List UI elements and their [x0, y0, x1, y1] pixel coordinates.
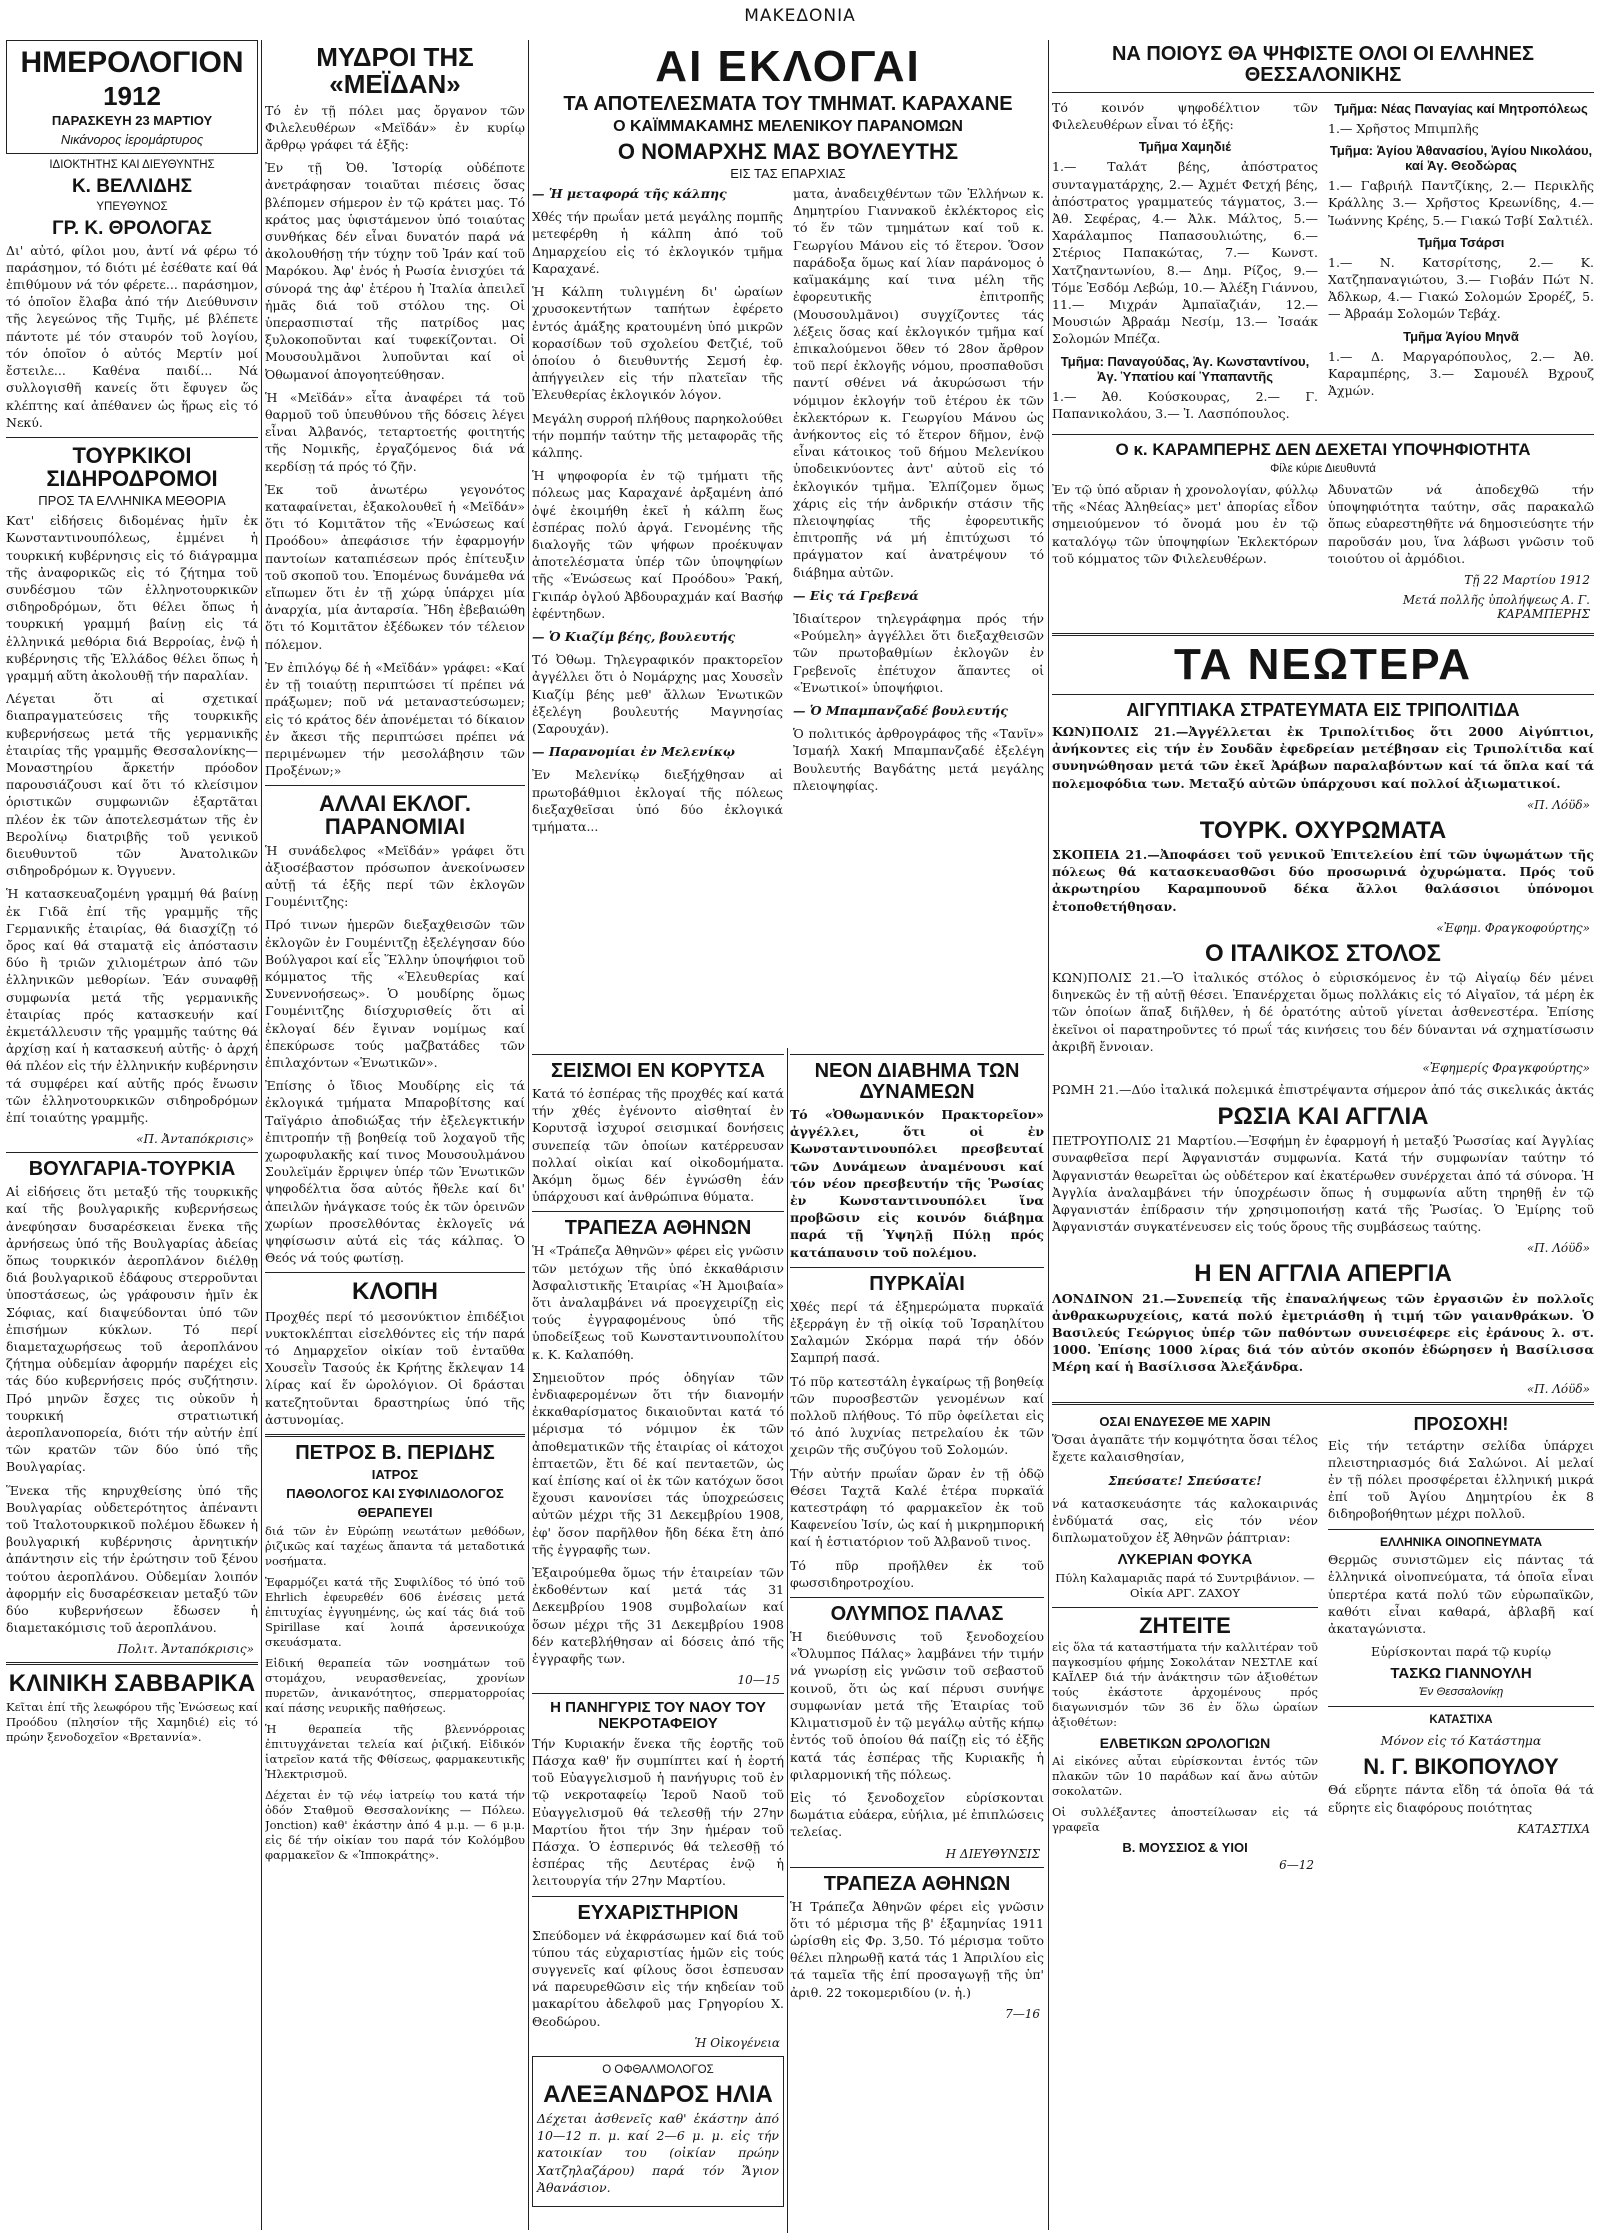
divider [532, 1693, 784, 1694]
diavima-headline: ΝΕΟΝ ΔΙΑΒΗΜΑ ΤΩΝ ΔΥΝΑΜΕΩΝ [814, 1060, 1020, 1103]
ilias-headline: ΑΛΕΞΑΝΔΡΟΣ ΗΛΙΑ [543, 2080, 773, 2108]
ad-paragraph: νά κατασκευάσητε τάς καλοκαιρινάς ἐνδύματά σας, εἰς τόν νέον διπλωματοῦχον ἐξ Ἀθηνῶν ῥάπτριαν: [1052, 1495, 1318, 1546]
article-signature: ΚΑΤΑΣΤΙΧΑ [1517, 1821, 1590, 1836]
charin-name: ΛΥΚΕΡΙΑΝ ΦΟΥΚΑ [1117, 1551, 1253, 1569]
article-signature: «Π. Λόϋδ» [1526, 1241, 1590, 1256]
trapeza2-headline: ΤΡΑΠΕΖΑ ΑΘΗΝΩΝ [823, 1872, 1011, 1895]
article-paragraph: Ἡ Τράπεζα Ἀθηνῶν φέρει εἰς γνῶσιν ὅτι τό μέρισμα τῆς β' ἑξαμηνίας 1911 ὡρίσθη εἰς Φρ. 3,50. Τό μέρισμα τοῦτο θέλει πληρωθῇ κατά τάς 1 Ἀπριλίου εἰς τά ταμεῖα τῆς ἐπί προσαγωγῇ τῆς ὑπ' ἀριθ. 22 τοκομεριδίου (ν. ἡ.) [790, 1898, 1044, 2000]
ad-paragraph: Εὑρίσκονται παρά τῷ κυρίῳ [1370, 1644, 1552, 1660]
pyrkagiai-headline: ΠΥΡΚΑΪΑΙ [869, 1272, 965, 1295]
column-3b [790, 1048, 1044, 2233]
article-paragraph: Πρό τινων ἡμερῶν διεξαχθεισῶν τῶν ἐκλογῶν ἐν Γουμένιτζῃ ἐξελέγησαν δύο Βούλγαροι καί εἷς Ἕλλην ὑποψήφιοι τοῦ κόμματος τῆς «Ἐλευθερίας καί Συνεννοήσεως». Ὁ μουδίρης ὅμως Γουμένιτζης διίσχυρισθείς ὅτι αἱ ἐκλογαί δέν ἔγιναν νομίμως καί ἐπεκύρωσε τούς μαζβατάδες τῶν ἐπιλαχόντων «Ἑνωτικῶν». [265, 917, 525, 1070]
zitite-big: ΕΛΒΕΤΙΚΩΝ ΩΡΟΛΟΓΙΩΝ [1099, 1735, 1271, 1752]
article-paragraph: Ἡ διεύθυνσις τοῦ ξενοδοχείου «Ὄλυμπος Πάλας» λαμβάνει τήν τιμήν νά γνωρίσῃ εἰς γνῶσιν τοῦ σεβαστοῦ κοινοῦ, ὅτι ὡς καί πέρυσι συνήψε συμφωνίαν μετά τῆς Ἑταιρίας τοῦ Κλιματισμοῦ ἐν τῷ μεγάλῳ αὐτῆς κήπῳ ἐντός τοῦ ὁποίου θά παίζῃ εἰς τό ἐξῆς κατά τάς ἑσπέρας τῆς Κυριακῆς ἡ φιλαρμονική τῆς πόλεως. [790, 1629, 1044, 1782]
article-paragraph: ΛΟΝΔΙΝΟΝ 21.—Συνεπείᾳ τῆς ἐπαναλήψεως τῶν ἐργασιῶν ἐν πολλοῖς ἀνθρακωρυχείοις, κατά πολύ ἐμετριάσθη ἡ τιμή τῶν γαιανθράκων. Ὁ Βασιλεύς Γεώργιος ὑπέρ τῶν παθόντων συνεισέφερε εἰς ἐράνους λ. στ. 1000. Ἐπίσης 1000 λίρας διά τόν αὐτόν σκοπόν ἐδώρησεν ἡ Βασίλισσα Μέρη καί ἡ Βασίλισσα Ἀλεξάνδρα. [1052, 1290, 1594, 1375]
ad-paragraph: εἰς ὅλα τά καταστήματα τήν καλλιτέραν τοῦ παγκοσμίου φήμης Σοκολάταν ΝΕΣΤΛΕ καί ΚΑΪΛΕΡ διά τήν ἀνάκτησιν τῶν ἀξιοθέτων τούς ἐκάστοτε ἀρχομένους πρός διαγωνισμόν τῶν 36 ἐν ὅλω ὡραίων ἀξιοθέτων: [1052, 1640, 1318, 1730]
divider [265, 1434, 525, 1437]
article-paragraph: ματα, ἀναδειχθέντων τῶν Ἑλλήνων κ. Δημητρίου Γιαννακοῦ ἐκλέκτορος εἰς τό ἕν τῶν τμημάτων καί τοῦ κ. Γεωργίου Μάνου εἰς τό ἕτερον. Ὅσον παράδοξα ὅμως καί λίαν παράνομος ὁ καϊμακάμης καί τινα μέλη τῆς ἐφορευτικῆς ἐπιτροπῆς (Μουσουλμᾶνοι) συγχίζοντες τάς λέξεις ὅσας καί ἐκλογικόν τμῆμα καί ἐπικαλούμενοι ὅθεν τό 28ον ἄρθρον τοῦ περί ἐκλογῆς νόμου, προσπαθοῦσι παντί σθένει νά ἀκυρώσωσι τήν νόμιμον ἐκλογήν τοῦ ἑτέρου ἐκ τῶν ἐκλεκτόρων κ. Γεωργίου Μάνου ὡς ἀνήκοντος εἰς τό ἕτερον δῆμον, ἐνῷ εἶναι κάτοικος τοῦ δήμου Μελενίκου ὑποδεικνύοντες ἀντ' αὐτοῦ εἰς τό ἐκλογικόν τμῆμα. Ἐλπίζομεν ὅμως χάρις εἰς τήν ἀνδρικήν στάσιν τῆς πλειοψηφίας τῆς ἐφορευτικῆς ἐπιτροπῆς νά μή ἐπιτύχωσι τό πράγματον καί ἀνατρέψουν τό διάβημα αὐτῶν. [793, 186, 1044, 580]
vote-section-title: Τμῆμα: Νέας Παναγίας καί Μητροπόλεως [1334, 101, 1588, 116]
vote-section-text: 1.— Ἀθ. Κούσκουρας, 2.— Γ. Παπανικολάου, 3.— Ἰ. Λασπόπουλος. [1052, 388, 1318, 421]
article-signature: Πολιτ. Ἀνταπόκρισις» [117, 1642, 254, 1657]
article-paragraph: Ἡ «Μεϊδάν» εἶτα ἀναφέρει τά τοῦ θαρμοῦ τοῦ ὑπευθύνου τῆς δόσεις λέγει εἶναι Ἀλβανός, τεταρτοετής φοιτητής τῆς Νομικῆς, ἐργαζόμενος διά νά κερδίσῃ τά πρός τό ζῆν. [265, 389, 525, 474]
vote-section-title: Τμῆμα Ἁγίου Μηνᾶ [1403, 328, 1519, 344]
article-paragraph: Σπεύδομεν νά ἐκφράσωμεν καί διά τοῦ τύπου τάς εὐχαριστίας ἡμῶν εἰς τούς συγγενεῖς καί φίλους ὅσοι ἐσπευσαν νά παρευρεθῶσιν εἰς τήν κηδείαν τοῦ μακαρίτου ἀδελφοῦ μας Γρηγορίου Χ. Θεοδώρου. [532, 1927, 784, 2029]
peridis-headline: ΠΕΤΡΟΣ Β. ΠΕΡΙΔΗΣ [295, 1441, 495, 1464]
column-4 [1052, 40, 1594, 1100]
ad-paragraph: Δέχεται ἐν τῷ νέῳ ἰατρείῳ του κατά τήν ὁδόν Σταθμοῦ Θεσσαλονίκης — Πόλεω. Jonction) καθ' ἑκάστην ἀπό 4 μ.μ. — 6 μ.μ. εἰς δέ τήν οἰκίαν του παρά τόν Κολόμβου φαρμακεῖον & «Ἱπποκράτης». [265, 1787, 525, 1862]
vote-section-text: 1.— Ταλάτ βέης, ἀπόστρατος συνταγματάρχης, 2.— Ἀχμέτ Φετχή βέης, ἀπόστρατος γραμματεύς τάγματος, 3.— Ἀθ. Σεφέρας, 4.— Ἀλκ. Μάλτος, 5.— Χαράλαμπος Παπασουλιώτης, 6.— Στέριος Παπακώτας, 7.— Κωνστ. Χατζηαντωνίου, 8.— Δημ. Ρίζος, 9.— Τόμε Ἐσδόμ Λεβώμ, 10.— Ἀλέξη Γιάννου, 11.— Μιχράν Ἀμπαϊαζιάν, 12.— Μουσιών Ἀβραάμ Νεσίμ, 13.— Ἰσαάκ Σολομών Μπέζα. [1052, 159, 1318, 347]
vote-section-text: 1.— Ν. Κατσρίτσης, 2.— Κ. Χατζηπαναγιώτου, 3.— Γιοβάν Πώτ Ν. Ἀδλκωρ, 4.— Γιακώ Σολομών Σρορέζ, 5.— Ἀβραάμ Σολομών Τεβάχ. [1328, 254, 1594, 322]
elections-headline: ΑΙ ΕΚΛΟΓΑΙ [655, 42, 921, 91]
divider [532, 1054, 784, 1055]
klopi-headline: ΚΛΟΠΗ [351, 1278, 439, 1306]
egypt-headline: ΑΙΓΥΠΤΙΑΚΑ ΣΤΡΑΤΕΥΜΑΤΑ ΕΙΣ ΤΡΙΠΟΛΙΤΙΔΑ [1126, 700, 1520, 721]
oinopneumata-city: Ἐν Θεσσαλονίκῃ [1418, 1686, 1504, 1699]
charin-headline: ΟΣΑΙ ΕΝΔΥΕΣΘΕ ΜΕ ΧΑΡΙΝ [1099, 1413, 1271, 1429]
section-title: — Ἡ μεταφορά τῆς κάλπης [532, 186, 727, 202]
article-signature: 6—12 [1279, 1857, 1314, 1872]
article-paragraph: Τήν αὐτήν πρωΐαν ὥραν ἐν τῇ ὁδῷ Θέσει Ταχτᾶ Καλέ ἑτέρα πυρκαϊά κατεστράφη τό φαρμακεῖον ἐκ τοῦ Καφενείου Ἰσίν, ὡς καί ἡ μικρημπορική καί ἡ ἑστιατόριον τοῦ Ἀλβανοῦ τινος. [790, 1465, 1044, 1550]
article-paragraph: Χθές περί τά ἐξημερώματα πυρκαϊά ἐξερράγη ἐν τῇ οἰκίᾳ τοῦ Ἰσραηλίτου Σαλαμών Σκόρμα παρά τήν ὁδόν Σαμπρή πασά. [790, 1298, 1044, 1366]
divider [265, 1272, 525, 1273]
article-paragraph: Σημειοῦτον πρός ὁδηγίαν τῶν ἐνδιαφερομένων ὅτι τήν διανομήν ἐκκαθαρίσματος δικαιοῦνται κατά τό μέρισμα τό νόμιμον ἐκ τῶν ἀποθεματικῶν τῆς ἑταιρίας οἱ κάτοχοι ἑπταετῶν, ἔτι δέ καί πενταετῶν, ὡς καί ἐπίσης καί οἱ ἐκ τῶν κατόχων ὅσοι ἔχουσι κανονίσει τάς ὑποχρεώσεις αὐτῶν μέχρι τῆς 31 Δεκεμβρίου 1908, ἐφ' ὅσον παρῆλθον ἤδη δέκα ἔτη ἀπό τῆς ἐγγραφῆς των. [532, 1369, 784, 1557]
ad-paragraph: Πύλη Καλαμαριᾶς παρά τό Συντριβάνιον. — Οἰκία ΑΡΓ. ΖΑΧΟΥ [1055, 1571, 1315, 1601]
ads-left [1052, 1411, 1318, 1878]
vote-intro: Τό κοινόν ψηφοδέλτιον τῶν Φιλελευθέρων εἶναι τό ἑξῆς: [1052, 100, 1318, 133]
panigyris-headline: Η ΠΑΝΗΓΥΡΙΣ ΤΟΥ ΝΑΟΥ ΤΟΥ ΝΕΚΡΟΤΑΦΕΙΟΥ [550, 1699, 766, 1733]
ad-paragraph: Θερμῶς συνιστῶμεν εἰς πάντας τά ἑλληνικά οἰνοπνεύματα, τά ὁποῖα εἶναι ὑπερτέρα κατά πολύ τῶν εὐρωπαϊκῶν, καθότι εἶναι καθαρά, ἀβλαβῆ καί ἀκαταγώνιστα. [1328, 1552, 1594, 1636]
article-paragraph: Τό πῦρ κατεστάλη ἐγκαίρως τῇ βοηθείᾳ τῶν πυροσβεστῶν γενομένων καί πολλοῦ πλήθους. Τό πῦρ ὀφείλεται εἰς τό ἀπό λυχνίας πετρελαίου ἐκ τῶν χειρῶν τῆς συζύγου τοῦ Σολομών. [790, 1373, 1044, 1458]
vote-headline: ΝΑ ΠΟΙΟΥΣ ΘΑ ΨΗΦΙΣΤΕ ΟΛΟΙ ΟΙ ΕΛΛΗΝΕΣ ΘΕΣΣΑΛΟΝΙΚΗΣ [1111, 43, 1535, 86]
ad-paragraph: Σπεύσατε! Σπεύσατε! [1108, 1472, 1262, 1488]
article-paragraph: Ὁ πολιτικός ἀρθρογράφος τῆς «Τανῖν» Ἰσμαήλ Χακή Μπαμπανζαδέ ἐξελέγη Βουλευτής Βαγδάτης μετά μεγάλης πλειοψηφίας. [793, 726, 1044, 793]
divider [6, 1662, 258, 1665]
elections-subhead: ΕΙΣ ΤΑΣ ΕΠΑΡΧΙΑΣ [730, 166, 846, 182]
karamberis-left [1052, 481, 1318, 627]
olympos-headline: ΟΛΥΜΠΟΣ ΠΑΛΑΣ [830, 1603, 1004, 1626]
editor-label: ΥΠΕΥΘΥΝΟΣ [96, 200, 168, 213]
karamberis-headline: Ο κ. ΚΑΡΑΜΠΕΡΗΣ ΔΕΝ ΔΕΧΕΤΑΙ ΥΠΟΨΗΦΙΟΤΗΤΑ [1115, 440, 1531, 460]
owner-name: Κ. ΒΕΛΛΙΔΗΣ [71, 175, 193, 197]
katastixa-label: ΚΑΤΑΣΤΙΧΑ [1429, 1714, 1493, 1727]
calendar-box [6, 40, 258, 154]
column-rule [261, 40, 262, 2230]
elections-subhead: ΤΑ ΑΠΟΤΕΛΕΣΜΑΤΑ ΤΟΥ ΤΜΗΜΑΤ. ΚΑΡΑΧΑΝΕ [563, 93, 1013, 116]
article-paragraph: Ἐξαιρούμεθα ὅμως τήν ἑταιρείαν τῶν ἐκδοθέντων καί μετά τάς 31 Δεκεμβρίου 1908 συμβολαίων καί ὅσων μέχρι τῆς 31 Δεκεμβρίου 1908 δέν κατεβλήθησαν αἱ δόσεις ἀπό τῆς ἐγγραφῆς των. [532, 1565, 784, 1667]
ad-paragraph: Εἰς τήν τετάρτην σελίδα ὑπάρχει πλειστηριασμός διά Σαλώνοι. Αἱ μελαί ἐν τῇ πόλει προσφέρεται ἑλληνική μικρά ἐπί τοῦ Ἀγίου Δημητρίου ἐκ 8 διδηροβοήθητων μέχρι πολλοῦ. [1328, 1437, 1594, 1522]
owner-label: ΙΔΙΟΚΤΗΤΗΣ ΚΑΙ ΔΙΕΥΘΥΝΤΗΣ [49, 158, 215, 171]
article-paragraph: Ἡ ψηφοφορία ἐν τῷ τμήματι τῆς πόλεως μας Καραχανέ ἀρξαμένη ἀπό ὀψέ ἐκοιμήθη ἐκεῖ ἡ κάλπη ἕως ἐσπέρας πολύ ἀργά. Γενομένης τῆς διαλογῆς τῶν ψήφων προέκυψαν ἀποτελέσματα ὑπέρ τῶν ὑποψηφίων τῆς «Ἑνώσεως καί Προόδου» Ῥακή, Γκιπάρ ὀγλού Ἀβδουραχμάν καί Βασήφ ἐφέντηδων. [532, 468, 783, 621]
ad-paragraph: Δέχεται ἀσθενεῖς καθ' ἑκάστην ἀπό 10—12 π. μ. καί 2—6 μ. μ. εἰς τήν κατοικίαν του (οἰκίαν πρώην Χατζηλαζάρου) παρά τόν Ἅγιον Ἀθανάσιον. [537, 2111, 779, 2195]
ads-right [1328, 1411, 1594, 1878]
peridis-sub: ΙΑΤΡΟΣ [371, 1466, 419, 1482]
article-paragraph: ΣΚΟΠΕΙΑ 21.—Ἀποφάσει τοῦ γενικοῦ Ἐπιτελείου ἐπί τῶν ὑψωμάτων τῆς πόλεως θά κατασκευασθῶσι δύο προσωρινά ὀχυρώματα. Πρός τοῦ ἀκρωτηρίου Καραμπουνοῦ δέκα ἄλλοι θαλάσσιοι ὑπόνομοι ἐτοποθετήθησαν. [1052, 846, 1594, 914]
column-2 [265, 40, 525, 2235]
article-date: Τῇ 22 Μαρτίου 1912 [1464, 572, 1590, 587]
divider [1052, 633, 1594, 636]
divider [532, 1211, 784, 1212]
vote-right [1328, 99, 1594, 428]
article-paragraph: Ἡ κατασκευαζομένη γραμμή θά βαίνῃ ἐκ Γιδᾶ ἐπί τῆς γραμμῆς τῆς Γερμανικῆς ἑταιρίας, θά διασχίζῃ τό ὄρος καί θά σταματᾷ εἰς ἀπόστασιν δύο ἢ τριῶν χιλιομέτρων ἀπό τῶν ἑλληνικῶν μεθορίων. Ἐάν συναφθῇ συμφωνία μετά τῆς γερμανικῆς ἑταιρίας πρός κατασκευήν καί ἐκμετάλλευσιν τῆς γραμμῆς ταύτης θά ἀρχίσῃ καί ἡ κατασκευή αὐτῆς· ὁ ἀρχή θά πλέον εἰς τήν ἑλληνικήν κυβέρνησιν τά συμφέρει καί αὐτῆς πρός ἔνωσιν τῶν ἑλληνοτουρκικῶν σιδηροδρόμων ἐπί τοιαύτης γραμμῆς. [6, 886, 258, 1125]
allai-headline: ΑΛΛΑΙ ΕΚΛΟΓ. ΠΑΡΑΝΟΜΙΑΙ [318, 791, 472, 840]
article-paragraph: ΚΩΝ)ΠΟΛΙΣ 21.—Ἀγγέλλεται ἐκ Τριπολίτιδος ὅτι 2000 Αἰγύπτιοι, ἀνήκοντες εἰς τήν ἐν Σουδᾶν ἐφεδρείαν μετέβησαν εἰς Τριπολίτιδα καί συνηνώθησαν μετά τῶν ἐκεῖ Ἀράβων παραλαβόντων καί τά ὅπλα καί τά πολεμοφόδια των. Μεταξύ αὐτῶν ὑπάρχουσι καί πολλοί ἀξιωματικοί. [1052, 723, 1594, 791]
vote-left [1052, 99, 1318, 428]
elections-columns [532, 185, 1044, 841]
ad-paragraph: διά τῶν ἐν Εὐρώπῃ νεωτάτων μεθόδων, ῥιζικῶς καί ταχέως ἅπαντα τά μεταδοτικά νοσήματα. [265, 1523, 525, 1568]
divider [1052, 434, 1594, 435]
article-paragraph: Τό πῦρ προῆλθεν ἐκ τοῦ φωσσιδηροτροχίου. [790, 1557, 1044, 1590]
vote-section-title: Τμῆμα: Ἁγίου Ἀθανασίου, Ἁγίου Νικολάου, καί Ἁγ. Θεοδώρας [1329, 143, 1593, 174]
vote-columns [1052, 99, 1594, 428]
turkish-rail-headline: ΤΟΥΡΚΙΚΟΙ ΣΙΔΗΡΟΔΡΟΜΟΙ [46, 442, 218, 491]
newest-headline: ΤΑ ΝΕΩΤΕΡΑ [1173, 639, 1473, 689]
ad-paragraph: Ὅσαι ἀγαπᾶτε τήν κομψότητα ὅσαι τέλος ἔχετε καλαισθησίαν, [1052, 1432, 1318, 1465]
article-paragraph: Ἐκ τοῦ ἀνωτέρω γεγονότος καταφαίνεται, ἐξακολουθεῖ ἡ «Μεϊδάν» ὅτι τό Κομιτᾶτον τῆς «Ἑνώσεως καί Προόδου» ἀπεφάσισε τήν ἐφαρμογήν παντοίων καταπιέσεων πρός ἐπίτευξιν τοῦ σκοποῦ του. Ἐπομένως δυνάμεθα νά εἴπωμεν ὅτι ἐν τῇ χώρᾳ ὑπάρχει μία ἀναρχία, μία ἀνταρσία. Ἤδη ἐβεβαιώθη ὅτι τό Κομιτᾶτον ἐξέδωκεν τόν τέλειον πόλεμον. [265, 481, 525, 652]
divider [1052, 1402, 1594, 1405]
divider [532, 1896, 784, 1897]
article-paragraph: ΡΩΜΗ 21.—Δύο ἰταλικά πολεμικά ἐπιστρέψαντα σήμερον ἀπό τάς σικελικάς ἀκτάς [1052, 1082, 1594, 1097]
vote-section-title: Τμῆμα: Παναγούδας, Ἁγ. Κωνσταντίνου, Ἁγ. Ὑπατίου καί Ὑπαπαντῆς [1060, 353, 1310, 384]
article-signature: Ἡ Οἰκογένεια [694, 2035, 780, 2050]
russia-headline: ΡΩΣΙΑ ΚΑΙ ΑΓΓΛΙΑ [1217, 1103, 1429, 1130]
ad-paragraph: Ἐφαρμόζει κατά τῆς Συφιλίδος τό ὑπό τοῦ Ehrlich ἐφευρεθέν 606 ἐνέσεις μετά ἐπιτυχίας ἐγγυημένης, ὡς καί τάς διά τοῦ Spirillase καί λοιπά ἀρσενικούχα σκευάσματα. [265, 1574, 525, 1649]
article-paragraph: Τό ἐν τῇ πόλει μας ὄργανον τῶν Φιλελευθέρων «Μεϊδάν» ἐν κυρίῳ ἄρθρῳ γράφει τά ἑξῆς: [265, 102, 525, 152]
ad-paragraph: Εἰδική θεραπεία τῶν νοσημάτων τοῦ στομάχου, νευρασθενείας, χρονίων πυρετῶν, ἀνικανότητος, σπερματορροίας καί πάσης νευρικῆς παθήσεως. [265, 1655, 525, 1715]
oinopneumata-name: ΤΑΣΚΩ ΓΙΑΝΝΟΥΛΗ [1390, 1665, 1532, 1683]
ilias-ad [532, 2056, 784, 2207]
clinic-headline: ΚΛΙΝΙΚΗ ΣΑΒΒΑΡΙΚΑ [8, 1670, 256, 1698]
article-paragraph: Ἡ συνάδελφος «Μεϊδάν» γράφει ὅτι ἀξιοσέβαστον πρόσωπον ἀνεκοίνωσεν αὐτῇ τά ἑξῆς περί τῶν ἐκλογῶν Γουμένιτζης: [265, 842, 525, 910]
mydroi-headline: ΜΥΔΡΟΙ ΤΗΣ «ΜΕΪΔΑΝ» [316, 42, 474, 100]
section-title: — Εἰς τά Γρεβενά [793, 587, 919, 603]
article-paragraph: ΚΩΝ)ΠΟΛΙΣ 21.—Ὁ ἰταλικός στόλος ὁ εὑρισκόμενος ἐν τῷ Αἰγαίῳ δέν μένει διηνεκῶς ἐν τῇ αὐτῇ θέσει. Ἐπανέρχεται ὅμως πολλάκις εἰς τό Αἰγαῖον, τά μέρη ἐκ τῶν ὁποίων ἅπαξ διῆλθεν, ἡ δέ ὁρατότης αὐτοῦ γίνεται ἀσθενεστέρα. Ἐπίσης ἐκεῖνοι οἱ παρατηροῦντες τό πρωΐ τάς κινήσεις του δέν δύνανται νά σχηματίσωσιν ἀκριβῆ ἔννοιαν. [1052, 969, 1594, 1054]
article-paragraph: Ἐν ἐπιλόγῳ δέ ἡ «Μεϊδάν» γράφει: «Καί ἐν τῇ τοιαύτῃ περιπτώσει τί πρέπει νά πράξωμεν; ποῦ νά μεταναστεύσωμεν; εἰς τό κράτος δέν ἀπονέμεται τό δίκαιον ἐν ἄκεσι τῆς περιπτώσει πρέπει νά περιμένωμεν τήν μεσολάβησιν τῶν Προξένων;» [265, 659, 525, 779]
divider [1328, 1529, 1594, 1530]
peridis-sub: ΘΕΡΑΠΕΥΕΙ [357, 1504, 433, 1520]
divider [265, 785, 525, 786]
ad-paragraph: Θά εὕρητε πάντα εἴδη τά ὁποῖα θά τά εὕρητε εἰς διαφόρους ποιότητας [1328, 1782, 1594, 1815]
divider [790, 1054, 1044, 1055]
ad-paragraph: Ἡ θεραπεία τῆς βλεννόρροιας ἐπιτυγχάνεται τελεία καί ῥιζική. Εἰδικόν ἰατρεῖον κατά τῆς Φθίσεως, φαρμακευτικῆς Ἠλεκτρισμοῦ. [265, 1721, 525, 1781]
zitite-company: Β. ΜΟΥΣΣΙΟΣ & ΥΙΟΙ [1122, 1840, 1248, 1855]
article-paragraph: Λέγεται ὅτι αἱ σχετικαί διαπραγματεύσεις τῆς τουρκικῆς κυβερνήσεως μετά τῆς γερμανικῆς ἑταιρίας τῆς γραμμῆς Θεσσαλονίκης—Μοναστηρίου ἄρκετήν πρόοδον παρουσιάζουσι καί ὅτι τό κλείσιμον ὁριστικῶν συμφωνιῶν ἐξαρτᾶται πλέον ἐκ τῶν ἀποτελεσμάτων τῆς ἐν Βερολίνῳ διατριβῆς τοῦ γενικοῦ διευθυντοῦ τῶν Ἀνατολικῶν σιδηροδρόμων κ. Ὀγγυενν. [6, 691, 258, 879]
divider [6, 1152, 258, 1153]
article-paragraph: Τό Ὀθωμ. Τηλεγραφικόν πρακτορεῖον ἀγγέλλει ὅτι ὁ Νομάρχης μας Χουσεῒν Κιαζίμ βέης μεθ' ἄλλων Ἑνωτικῶν ἐξελέγη βουλευτής Μαγνησίας (Σαρουχάν). [532, 652, 783, 736]
vote-section-title: Τμῆμα Χαμηδιέ [1138, 139, 1232, 155]
calendar-saint: Νικάνορος ἱερομάρτυρος [60, 131, 204, 147]
fleet-headline: Ο ΙΤΑΛΙΚΟΣ ΣΤΟΛΟΣ [1205, 939, 1441, 967]
column-3a [532, 1048, 784, 2233]
editor-name: ΓΡ. Κ. ΘΡΟΛΟΓΑΣ [52, 217, 212, 239]
forts-headline: ΤΟΥΡΚ. ΟΧΥΡΩΜΑΤΑ [1199, 816, 1447, 844]
article-signature: Η ΔΙΕΥΘΥΝΣΙΣ [945, 1846, 1040, 1861]
masthead: ΜΑΚΕΔΟΝΙΑ [744, 6, 856, 26]
article-paragraph: Ἰδιαίτερον τηλεγράφημα πρός τήν «Ρούμελη» ἀγγέλλει ὅτι διεξαχθεισῶν τῶν πρωτοβαθμίων ἐκλογῶν ἐν Γρεβενοῖς ἐπέτυχον ἅπαντες οἱ «Ἑνωτικοί» ὑποψήφιοι. [793, 610, 1044, 695]
article-signature: Μετά πολλῆς ὑπολήψεως Α. Γ. ΚΑΡΑΜΠΕΡΗΣ [1402, 592, 1590, 621]
section-title: — Ὁ Μπαμπανζαδέ βουλευτής [793, 702, 1008, 718]
trapeza-headline: ΤΡΑΠΕΖΑ ΑΘΗΝΩΝ [564, 1217, 752, 1240]
divider [1052, 1607, 1318, 1608]
ad-paragraph: Αἱ εἰκόνες αὗται εὑρίσκονται ἐντός τῶν πλακῶν τῶν 10 παράδων καί ἄνω αὐτῶν σοκολατῶν. [1052, 1754, 1318, 1798]
elections-subhead: Ο ΝΟΜΑΡΧΗΣ ΜΑΣ ΒΟΥΛΕΥΤΗΣ [617, 138, 959, 164]
strike-headline: Η ΕΝ ΑΓΓΛΙΑ ΑΠΕΡΓΙΑ [1194, 1260, 1452, 1288]
ad-paragraph: Μόνον εἰς τό Κατάστημα [1380, 1733, 1542, 1749]
vote-section-text: 1.— Δ. Μαργαρόπουλος, 2.— Ἀθ. Καραμπέρης, 3.— Σαμουέλ Βχρουζ Ἀχμών. [1328, 348, 1594, 399]
article-paragraph: Τήν Κυριακήν ἕνεκα τῆς ἑορτῆς τοῦ Πάσχα καθ' ἥν συμπίπτει καί ἡ ἑορτή τοῦ Εὐαγγελισμοῦ ἡ πανήγυρις τοῦ ἐν τῷ νεκροταφείῳ Ἱεροῦ Ναοῦ τοῦ Εὐαγγελισμοῦ θά τελεσθῇ τήν 27ην Μαρτίου ἤτοι τήν 3ην ἡμέραν τοῦ Πάσχα. Ὁ ἑσπερινός θά τελεσθῇ τό ἑσπέρας τῆς Δευτέρας ἐνῷ ἡ λειτουργία τήν 27ην Μαρτίου. [532, 1735, 784, 1889]
clinic-text: Κεῖται ἐπί τῆς λεωφόρου τῆς Ἐνώσεως καί Προόδου (πλησίον τῆς Χαμηδιέ) εἰς τό πρώην ξενοδοχεῖον «Βρεταννία». [6, 1699, 258, 1744]
karamberis-right [1328, 481, 1594, 627]
vote-section-title: Τμῆμα Τσάρσι [1417, 234, 1505, 250]
calendar-year: 1912 [103, 80, 161, 111]
divider [1328, 1706, 1594, 1707]
article-signature: «Ἐφημ. Φραγκοφούρτης» [1436, 920, 1590, 935]
column-rule [787, 1048, 788, 2233]
vote-section-text: 1.— Γαβριήλ Παντζίκης, 2.— Περικλῆς Κράλλης 3.— Χρῆστος Κρεωνίδης, 4.— Ἰωάννης Κρέης, 5.— Γιακώ Τσβί Σαλτιέλ. [1328, 178, 1594, 228]
article-paragraph: Αἱ εἰδήσεις ὅτι μεταξύ τῆς τουρκικῆς καί τῆς βουλγαρικῆς κυβερνήσεως ἀνεφύησαν δυσαρέσκειαι ἕνεκα τῆς ἀρνήσεως ὑπό τῆς Βουλγαρίας ἀδείας ὅπως τουρκικόν ἀεροπλάνον διέλθῃ διά βουλγαρικοῦ ἐδάφους στερροῦνται ὑποστάσεως, ὡς γράφουσιν ἡμῖν ἐκ Σόφιας, καί διαψεύδονται ὑπό τῶν ἐπισήμων κύκλων. Τό περί διαμεταχωρήσεως τοῦ ἀεροπλάνου ζήτημα οὐδεμίαν ἀφορμήν παρέχει εἰς τάς δύο κυβερνήσεις πρός συζήτησιν. Πρό μηνῶν ἔσχες τις οὐκοῦν ἡ τουρκική στρατιωτική ἀεροπλανοπορεία, διότι τήν αὐτήν ἐπί τῶν κρατῶν τῶν δύο ὑπό τῆς Βουλγαρίας. [6, 1184, 258, 1475]
section-title: — Παρανομίαι ἐν Μελενίκῳ [532, 744, 735, 760]
elections-right [793, 185, 1044, 841]
elections-left [532, 185, 783, 841]
calendar-text: Δι' αὐτό, φίλοι μου, ἀντί νά φέρω τό παράσημον, τό διότι μέ ἐσέθατε καί θά ἐπιθύμουν νά τόν φέρετε... παράσημον, τό ὁποῖον ἔλαβα ἀπό τήν Διεύθυνσιν τῆς λεγεώνος τῆς Τιμῆς, μέ βλέπετε πάντοτε μέ τόν σταυρόν τοῦ λογίου, τόν ὁποῖον ὁ αὐτός Μερτίν μοί ἔστειλε... Καθένα παιδί... Νά συλλογισθῆ κανείς ὅτι ἔφυγεν ὥς κλέπτης καί ἀπέθανεν ὡς ἥρως εἰς τό Νεκύ. [6, 242, 258, 430]
article-paragraph: ΠΕΤΡΟΥΠΟΛΙΣ 21 Μαρτίου.—Ἐσφήμη ἐν ἐφαρμογή ἡ μεταξύ Ῥωσσίας καί Ἀγγλίας συναφθεῖσα περί Ἀφγανιστάν συμφωνία. Κατά τήν συμφωνίαν ταύτην τό Ἀφγανιστάν θεωρεῖται ὡς οὐδέτερον καί ἐκατέρωθεν συνέρχεται ἀπό τά σύνορα. Ἡ Ἀγγλία ἀναλαμβάνει τήν ὑποχρέωσιν ὅπως ἡ συμφωνία αὕτη τηρηθῇ ἐν τῷ Ἀφγανιστάν ἐπίδρασιν τήν χρησιμοποιήσῃ κατά τῆς Ῥωσίας. Ὁ Ἐμίρης τοῦ Ἀφγανιστάν συγκατένευσεν εἰς τούς ὅρους τῆς συμβάσεως ταύτης. [1052, 1133, 1594, 1235]
article-paragraph: Ἐπίσης ὁ ἴδιος Μουδίρης εἰς τά ἐκλογικά τμήματα Μπαροβίτσης καί Ταϊγάριο ἀποδιώξας τήν ἐξελεγκτικήν ἐπιτροπήν τῇ βοηθείᾳ τοῦ λοχαγοῦ τῆς χωροφυλακῆς καί τινος Μουσουλμάνου Σουλεϊμάν ἔρριψεν ὑπέρ τῶν Ἑνωτικῶν ψηφοδέλτια ὅσα αὐτός ἤθελε καί δι' ἀπειλῶν ἠνάγκασε τούς ἐκ τῶν ὁρεινῶν χωρίων προσελθόντας ἐκλογεῖς νά ψηφίσωσιν αὐτά εἰς τάς κάλπας. Ὁ Θεός νά τούς φωτίσῃ. [265, 1078, 525, 1266]
ads-columns [1052, 1411, 1594, 1878]
oinopneumata-headline: ΕΛΛΗΝΙΚΑ ΟΙΝΟΠΝΕΥΜΑΤΑ [1379, 1534, 1543, 1549]
article-paragraph: Ἐν τῇ Ὀθ. Ἱστορίᾳ οὐδέποτε ἀνετράφησαν τοιαῦται πιέσεις ὅσας βλέπομεν σήμερον ἐν τῷ κράτει μας. Τό κράτος μας ὑφιστάμενον ὑπό τοιαύτας συνθήκας δέν εἶναι δυνατόν παρά νά ἀκολουθήσῃ τήν τύχην τοῦ Ἰράν καί τοῦ Μαρόκου. Ἀφ' ἑνός ἡ Ρωσία ἐνισχύει τά σύνορά της ἀφ' ἑτέρου ἡ Ἰταλία ἀπειλεῖ ἡμᾶς διά τοῦ στόλου της. Οἱ ὑπερασπισταί τῆς πατρίδος μας ξυλοκοποῦνται καί τυφεκίζονται. Οἱ Μουσουλμᾶνοι λυποῦνται καί οἱ Ὀθωμανοί ἀπογοητεύθησαν. [265, 160, 525, 382]
karamberis-salute: Φίλε κύριε Διευθυντά [1270, 462, 1376, 475]
article-signature: «Π. Λόϋδ» [1526, 1381, 1590, 1396]
article-signature: «Π. Λόϋδ» [1526, 797, 1590, 812]
article-signature: «Ἐφημερίς Φραγκφούρτης» [1422, 1061, 1590, 1075]
article-paragraph: Χθές τήν πρωΐαν μετά μεγάλης πομπῆς μετεφέρθη ἡ κάλπη ἀπό τοῦ Δημαρχείου εἰς τό ἐκλογικόν τμῆμα Καραχανέ. [532, 209, 783, 276]
column-4-lower [1052, 1100, 1594, 2235]
article-paragraph: Ἐν τῷ ὑπό αὔριαν ἡ χρονολογίαν, φύλλῳ τῆς «Νέας Ἀληθείας» μετ' ἀπορίας εἶδον σημειούμενον τό ὄνομά μου ἐν τῷ καταλόγῳ τῶν ὑποψηφίων Ἐκλεκτόρων τοῦ κόμματος τῶν Φιλελευθέρων. [1052, 481, 1318, 566]
article-paragraph: Εἰς τό ξενοδοχεῖον εὑρίσκονται δωμάτια εὐάερα, εὐήλια, μέ ἐπιπλώσεις τελείας. [790, 1789, 1044, 1840]
article-paragraph: Ἀδυνατῶν νά ἀποδεχθῶ τήν ὑποψηφιότητα ταύτην, σᾶς παρακαλῶ ὅπως εὐαρεστηθῆτε νά δημοσιεύσητε τήν παροῦσάν μου, ἵνα λάβωσι γνῶσιν τοῦ τοιούτου οἱ ἀρμόδιοι. [1328, 481, 1594, 566]
turkish-rail-subhead: ΠΡΟΣ ΤΑ ΕΛΛΗΝΙΚΑ ΜΕΘΟΡΙΑ [38, 493, 226, 509]
divider [790, 1267, 1044, 1268]
calendar-date: ΠΑΡΑΣΚΕΥΗ 23 ΜΑΡΤΙΟΥ [51, 112, 213, 128]
elections-subhead: Ο ΚΑΪΜΜΑΚΑΜΗΣ ΜΕΛΕΝΙΚΟΥ ΠΑΡΑΝΟΜΩΝ [613, 118, 963, 136]
article-paragraph: Ἐν Μελενίκῳ διεξήχθησαν αἱ πρωτοβάθμιοι ἐκλογαί τῆς πόλεως διεξαχθεῖσαι ὑπό δύο ἐκλογικά τμήματα... [532, 767, 783, 834]
elections-section [532, 40, 1044, 1040]
article-paragraph: Κατ' εἰδήσεις διδομένας ἡμῖν ἐκ Κωνσταντινουπόλεως, ἐμμένει ἡ τουρκική κυβέρνησις εἰς τό διάγραμμα τῆς ἀναφορικῶς εἰς τό ζήτημα τοῦ συνδέσμου τῶν ἑλληνοτουρκικῶν σιδηροδρόμων, ὅτι θέλει ὅπως ἡ τουρκική γραμμή βαίνῃ εἰς τά ἑλληνικά μεθόρια διά Βερροίας, ἐνῷ ἡ κυβέρνησις τῆς Ἑλλάδος θέλει ὅπως ἡ γραμμή αὕτη ἀκολουθῇ τήν παραλίαν. [6, 513, 258, 683]
divider [1052, 694, 1594, 695]
divider [790, 1867, 1044, 1868]
article-signature: 10—15 [737, 1673, 780, 1688]
prosochi-headline: ΠΡΟΣΟΧΗ! [1413, 1413, 1509, 1434]
karamberis-columns [1052, 481, 1594, 627]
divider [6, 437, 258, 438]
zitite-headline: ΖΗΤΕΙΤΕ [1139, 1613, 1231, 1639]
calendar-title: ΗΜΕΡΟΛΟΓΙΟΝ [20, 46, 244, 79]
peridis-sub: ΠΑΘΟΛΟΓΟΣ ΚΑΙ ΣΥΦΙΛΙΔΟΛΟΓΟΣ [286, 1485, 504, 1501]
column-rule [528, 40, 529, 2230]
divider [1052, 92, 1594, 93]
article-paragraph: Ἡ «Τράπεζα Ἀθηνῶν» φέρει εἰς γνῶσιν τῶν μετόχων τῆς ὑπό ἐκκαθάρισιν Ἀσφαλιστικῆς Ἑταιρίας «Ἡ Ἀμοιβαία» ὅτι ἀναλαμβάνει νά προεγχειρίζῃ εἰς τούς ἐγγραφομένους ὑπό τῆς ὑποδείξεως τοῦ Κωνσταντινουπολίτου κ. Κ. Καλαπόθη. [532, 1243, 784, 1362]
column-1 [6, 40, 258, 2235]
article-paragraph: Προχθές περί τό μεσονύκτιον ἐπιδέξιοι νυκτοκλέπται εἰσελθόντες εἰς τήν παρά τό Δημαρχεῖον οἰκίαν τοῦ ἐνταῦθα Χουσεῒν Τασούς ἐκ Κρήτης ἔκλεψαν 14 λίρας καί ἕν ὡρολόγιον. Οἱ δράσται κατεζητοῦνται δραστηρίως ὑπό τῆς ἀστυνομίας. [265, 1308, 525, 1427]
katastixa-name: Ν. Γ. ΒΙΚΟΠΟΥΛΟΥ [1363, 1754, 1559, 1780]
article-paragraph: Ἕνεκα τῆς κηρυχθείσης ὑπό τῆς Βουλγαρίας οὐδετερότητος ἀπέναντι τοῦ Ἰταλοτουρκικοῦ πολέμου ἔδωκεν ἡ βουλγαρική κυβέρνησις ἀρνητικήν ἀπάντησιν εἰς τήν ἐρώτησιν τοῦ ξένου τούτου ἀεροπλάνου. Οὐδεμίαν λοιπόν ἀφορμήν εἰς δυσαρέσκειαν μεταξύ τῶν δύο κυβερνήσεων ἔδωσεν ἡ διαμετακόμισις τοῦ ἀεροπλάνου. [6, 1482, 258, 1636]
article-paragraph: Μεγάλη συρροή πλήθους παρηκολούθει τήν πομπήν ταύτην τῆς μεταφορᾶς τῆς κάλπης. [532, 410, 783, 460]
bulgaria-headline: ΒΟΥΛΓΑΡΙΑ-ΤΟΥΡΚΙΑ [28, 1158, 236, 1181]
divider [790, 1597, 1044, 1598]
article-paragraph: Κατά τό ἑσπέρας τῆς προχθές καί κατά τήν χθές ἐγένοντο αἰσθηταί ἐν Κορυτσᾷ ἰσχυροί σεισμικαί δονήσεις συνεπείᾳ τῶν ὁποίων κατέρρευσαν πολλαί οἰκίαι καί οἰκοδομήματα. Ἀκόμη ὅμως δέν ἐγνώσθη ἐάν ὑπάρχουσι καί ἀνθρώπινα θύματα. [532, 1086, 784, 1205]
vote-section-text: 1.— Χρῆστος Μπιμπλῆς [1328, 121, 1479, 136]
seismoi-headline: ΣΕΙΣΜΟΙ ΕΝ ΚΟΡΥΤΣΑ [551, 1060, 765, 1082]
article-signature: 7—16 [1005, 2006, 1040, 2021]
section-title: — Ὁ Κιαζίμ βέης, βουλευτής [532, 628, 736, 644]
ad-label: Ο ΟΦΘΑΛΜΟΛΟΓΟΣ [602, 2063, 714, 2076]
ad-paragraph: Οἱ συλλέξαντες ἀποστείλωσαν εἰς τά γραφεῖα [1052, 1805, 1318, 1834]
efxaristirion-headline: ΕΥΧΑΡΙΣΤΗΡΙΟΝ [577, 1901, 739, 1924]
article-paragraph: Ἡ Κάλπη τυλιγμένη δι' ὡραίων χρυσοκεντήτων ταπήτων ἐφέρετο ἐντός ἁμάξης κρατουμένη ὑπό μικρῶν κορασίδων τοῦ σχολείου Φετζιέ, τοῦ ὁποίου ὁ διευθυντής Σεμσή ἐφ. ἀπήγγειλεν εἰς τήν πλατεῖαν τῆς Ἐλευθερίας ἐκλογικόν λόγον. [532, 284, 783, 403]
article-signature: «Π. Ἀνταπόκρισις» [136, 1132, 254, 1147]
column-rule [1048, 40, 1049, 2230]
article-paragraph: Τό «Ὀθωμανικόν Πρακτορεῖον» ἀγγέλλει, ὅτι οἱ ἐν Κωνσταντινουπόλει πρεσβευταί τῶν Δυνάμεων ἀναμένουσι καί τόν νέον πρεσβευτήν τῆς Ῥωσίας ἐν Κωνσταντινουπόλει ἵνα προβῶσιν εἰς κοινόν διάβημα παρά τῇ Ὑψηλῇ Πύλῃ πρός κατάπαυσιν τοῦ πολέμου. [790, 1107, 1044, 1260]
